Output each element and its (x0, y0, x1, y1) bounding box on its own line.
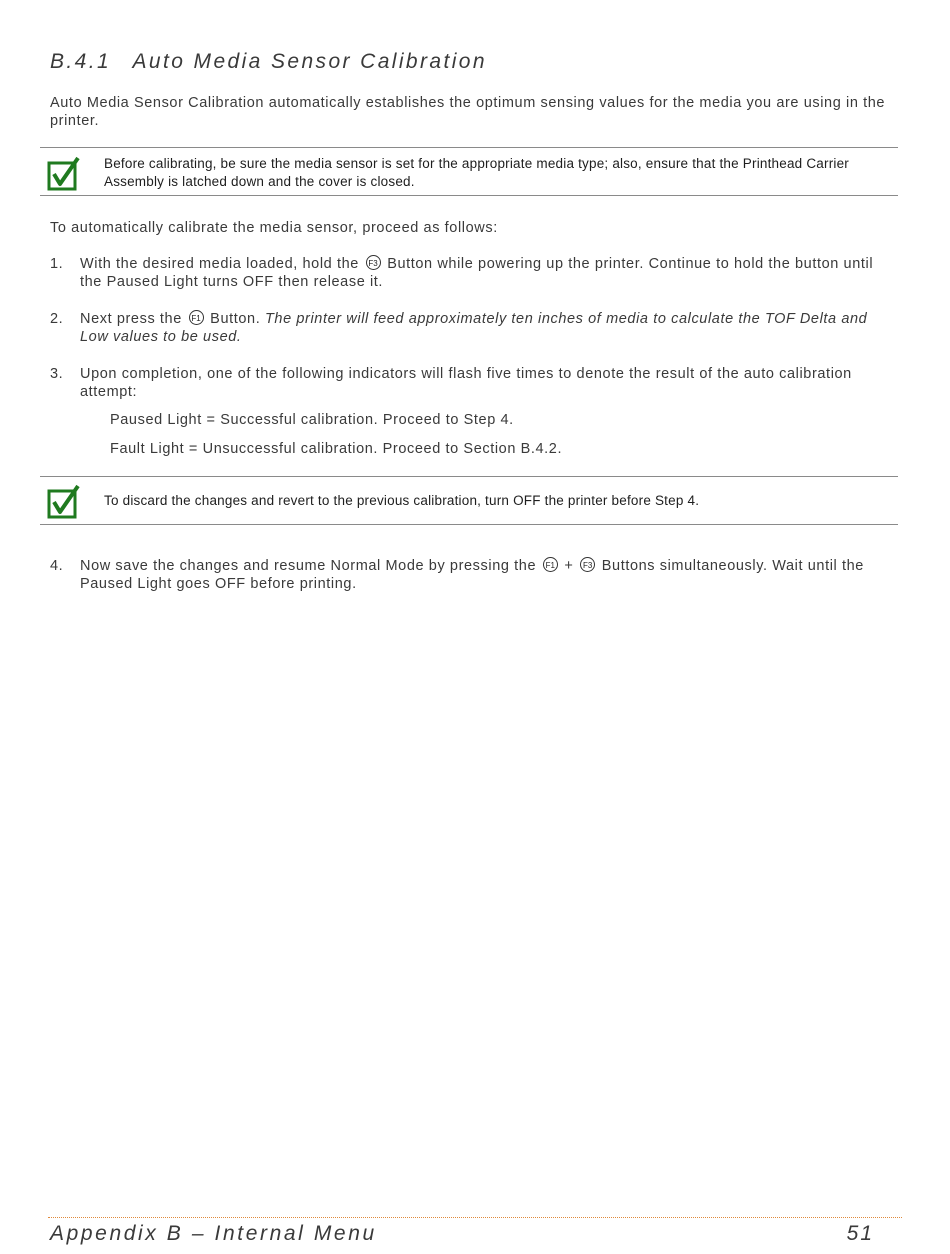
result-paused-light (110, 411, 514, 429)
note-box-discard (40, 476, 898, 525)
note-text: Before calibrating, be sure the media sensor is set for the appropriate media type; also, ensure that the Printhead Carrier Assembly is latched down and the cover is closed. (104, 156, 849, 189)
step-text: With the desired media loaded, hold the (80, 256, 359, 272)
step-number: 4. (50, 558, 64, 574)
note-box-calibration (40, 147, 898, 196)
note-text: To discard the changes and revert to the previous calibration, turn OFF the printer before Step 4. (104, 493, 700, 508)
result-text: Unsuccessful calibration. Proceed to Section B.4.2. (202, 441, 563, 457)
step-text: Buttons simultaneously. Wait until the Paused Light goes OFF before printing. (80, 558, 864, 592)
intro-paragraph: Auto Media Sensor Calibration automatically establishes the optimum sensing values for the media you are using in the printer. (50, 95, 886, 129)
lead-paragraph: To automatically calibrate the media sensor, proceed as follows: (50, 220, 498, 236)
f3-key-icon: F3 (580, 557, 595, 572)
step-number: 3. (50, 366, 64, 382)
step-text: Next press the (80, 311, 182, 327)
step-4 (50, 557, 880, 593)
f1-key-icon: F1 (189, 310, 204, 325)
plus-sign: + (564, 558, 574, 574)
step-text: Button while powering up the printer. Continue to hold the button until the Paused Light turns OFF then release it. (80, 256, 874, 290)
step-2 (50, 310, 880, 346)
page-number: 51 (846, 1222, 874, 1245)
result-text: Successful calibration. Proceed to Step 4. (220, 412, 514, 428)
result-label: Paused Light = (110, 412, 216, 428)
step-number: 1. (50, 256, 64, 272)
step-italic-text: The printer will feed approximately ten inches of media to calculate the TOF Delta and Low values to be used. (80, 311, 868, 345)
step-text: Now save the changes and resume Normal Mode by pressing the (80, 558, 537, 574)
section-title: Auto Media Sensor Calibration (132, 50, 487, 73)
section-number: B.4.1 (50, 50, 112, 73)
step-number: 2. (50, 311, 64, 327)
result-fault-light (110, 440, 562, 458)
f1-key-icon: F1 (543, 557, 558, 572)
checkmark-icon (47, 483, 80, 519)
checkmark-icon (47, 155, 80, 191)
step-1 (50, 255, 880, 291)
step-3 (50, 365, 880, 401)
footer-divider (48, 1217, 902, 1218)
footer-chapter-title: Appendix B – Internal Menu (50, 1222, 377, 1245)
step-text: Upon completion, one of the following indicators will flash five times to denote the result of the auto calibration attempt: (80, 366, 852, 400)
step-text: Button. (210, 311, 261, 327)
result-label: Fault Light = (110, 441, 199, 457)
f3-key-icon: F3 (366, 255, 381, 270)
section-heading (50, 50, 487, 74)
